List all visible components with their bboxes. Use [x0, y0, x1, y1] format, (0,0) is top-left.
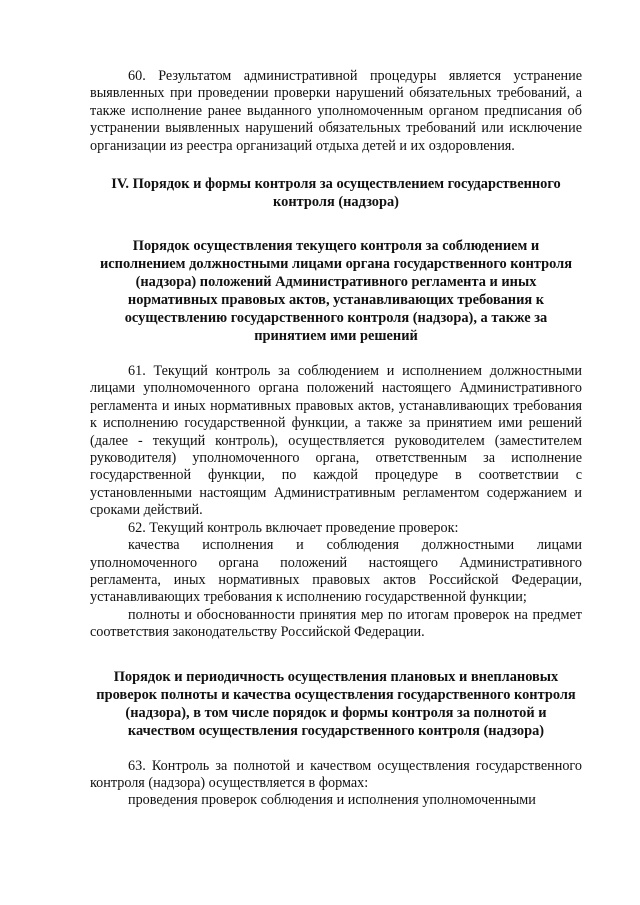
paragraph-63-item-inspections: проведения проверок соблюдения и исполнения уполномоченными: [128, 792, 536, 809]
paragraph-60: 60. Результатом административной процедуры является устранение выявленных при проведении проверки нарушений обязательных требований, а также исполнение ранее выданного уполномоченным органом предписания об устранении выявленных нарушений обязательных требований или исключение организации из реестра организаций отдыха детей и их оздоровления.: [90, 68, 582, 154]
section-heading: IV. Порядок и формы контроля за осуществлением государственного контроля (надзора): [111, 176, 561, 211]
subheading-inspections: Порядок и периодичность осуществления плановых и внеплановых проверок полноты и качества осуществления государственного контроля (надзора), в том числе порядок и формы контроля за полнотой и качеством осуществления государственного контроля (надзора): [96, 668, 576, 739]
paragraph-62-item-completeness: полноты и обоснованности принятия мер по итогам проверок на предмет соответствия законодательству Российской Федерации.: [90, 606, 582, 641]
document-page: [90, 68, 582, 810]
paragraph-63: 63. Контроль за полнотой и качеством осуществления государственного контроля (надзора) осуществляется в формах:: [90, 757, 582, 791]
subheading-current-control: Порядок осуществления текущего контроля за соблюдением и исполнением должностными лицами органа государственного контроля (надзора) положений Административного регламента и иных нормативных правовых актов, устанавливающих требования к осуществлению государственного контроля (надзора), а также за принятием ими решений: [99, 238, 572, 345]
paragraph-62-item-quality: качества исполнения и соблюдения должностными лицами уполномоченного органа положений настоящего Административного регламента, иных нормативных правовых актов Российской Федерации, устанавливающих требования к исполнению государственной функции;: [90, 537, 582, 606]
paragraph-62: 62. Текущий контроль включает проведение проверок:: [128, 519, 459, 536]
paragraph-61: 61. Текущий контроль за соблюдением и исполнением должностными лицами уполномоченного органа положений настоящего Административного регламента и иных нормативных правовых актов, устанавливающих требования к исполнению государственной функции, а также за принятием ими решений (далее - текущий контроль), осуществляется руководителем (заместителем руководителя) уполномоченного органа, ответственным за исполнение государственной функции, по каждой процедуре в соответствии с установленными настоящим Административным регламентом содержанием и сроками действий.: [90, 363, 582, 519]
